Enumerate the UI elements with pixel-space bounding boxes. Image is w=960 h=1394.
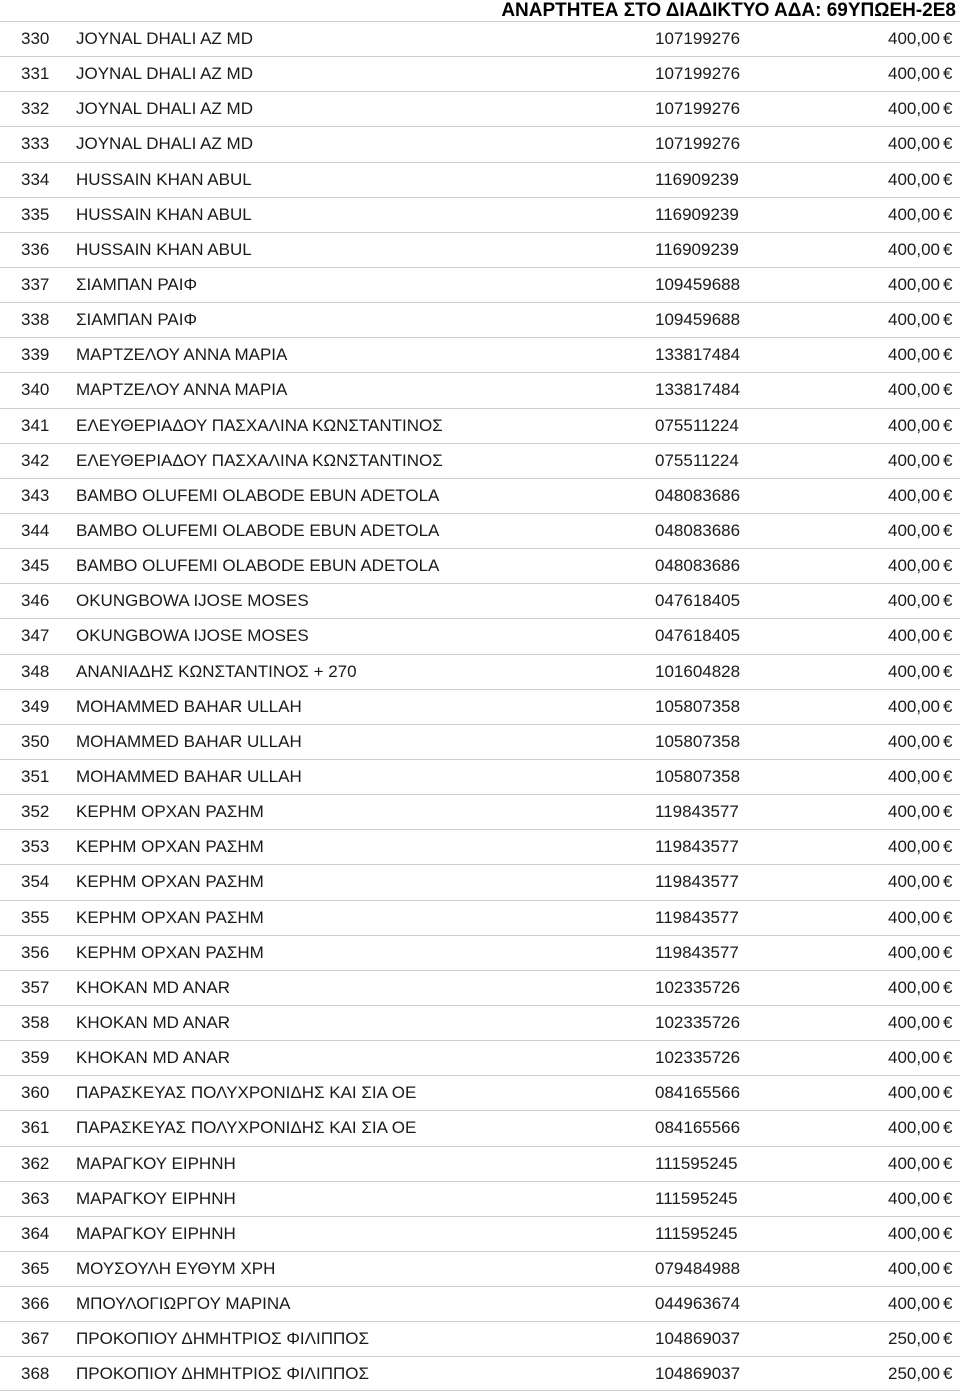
beneficiary-name: ΜΑΡΑΓΚΟΥ ΕΙΡΗΝΗ — [76, 1153, 236, 1173]
amount: 400,00 — [888, 837, 940, 857]
currency-symbol: € — [943, 520, 953, 540]
currency-symbol: € — [943, 766, 953, 786]
row-number: 351 — [21, 766, 50, 786]
tax-id: 119843577 — [655, 907, 739, 927]
row-number: 345 — [21, 556, 50, 576]
amount: 400,00 — [888, 1258, 940, 1278]
table-row — [0, 126, 960, 161]
beneficiary-name: KHOKAN MD ANAR — [76, 1048, 230, 1068]
table-row — [0, 1286, 960, 1321]
currency-symbol: € — [943, 450, 953, 470]
beneficiary-name: HUSSAIN KHAN ABUL — [76, 239, 252, 259]
currency-symbol: € — [943, 1329, 953, 1349]
row-number: 335 — [21, 204, 50, 224]
beneficiary-name: BAMBO OLUFEMI OLABODE EBUN ADETOLA — [76, 556, 440, 576]
row-number: 341 — [21, 415, 50, 435]
tax-id: 105807358 — [655, 696, 741, 716]
table-row — [0, 91, 960, 126]
amount: 400,00 — [888, 134, 940, 154]
table-row — [0, 302, 960, 337]
beneficiary-name: ΜΑΡΑΓΚΟΥ ΕΙΡΗΝΗ — [76, 1223, 236, 1243]
ada-header: ΑΝΑΡΤΗΤΕΑ ΣΤΟ ΔΙΑΔΙΚΤΥΟ ΑΔΑ: 69ΥΠΩΕΗ-2Ε8 — [501, 0, 956, 21]
tax-id: 047618405 — [655, 591, 741, 611]
table-row — [0, 618, 960, 653]
row-number: 367 — [21, 1329, 50, 1349]
amount: 400,00 — [888, 29, 940, 48]
beneficiary-name: ΚΕΡΗΜ ΟΡΧΑΝ ΡΑΣΗΜ — [76, 802, 264, 822]
currency-symbol: € — [943, 556, 953, 576]
amount: 400,00 — [888, 274, 940, 294]
amount: 400,00 — [888, 872, 940, 892]
table-row — [0, 478, 960, 513]
table-row — [0, 1146, 960, 1181]
beneficiary-name: MOHAMMED BAHAR ULLAH — [76, 731, 302, 751]
beneficiary-name: ΜΠΟΥΛΟΓΙΩΡΓΟΥ ΜΑΡΙΝΑ — [76, 1294, 291, 1314]
row-number: 361 — [21, 1118, 50, 1138]
row-number: 331 — [21, 64, 50, 84]
beneficiary-name: ΠΑΡΑΣΚΕΥΑΣ ΠΟΛΥΧΡΟΝΙΔΗΣ ΚΑΙ ΣΙΑ ΟΕ — [76, 1118, 417, 1138]
beneficiary-name: ΜΑΡΑΓΚΟΥ ΕΙΡΗΝΗ — [76, 1188, 236, 1208]
table-row — [0, 408, 960, 443]
currency-symbol: € — [943, 1364, 953, 1384]
tax-id: 102335726 — [655, 1012, 741, 1032]
table-row — [0, 900, 960, 935]
tax-id: 044963674 — [655, 1294, 741, 1314]
tax-id: 133817484 — [655, 380, 741, 400]
row-number: 360 — [21, 1083, 50, 1103]
table-row — [0, 197, 960, 232]
table-row — [0, 689, 960, 724]
beneficiary-name: ΕΛΕΥΘΕΡΙΑΔΟΥ ΠΑΣΧΑΛΙΝΑ ΚΩΝΣΤΑΝΤΙΝΟΣ — [76, 450, 443, 470]
row-number: 333 — [21, 134, 50, 154]
currency-symbol: € — [943, 274, 953, 294]
tax-id: 107199276 — [655, 29, 741, 48]
tax-id: 119843577 — [655, 837, 739, 857]
amount: 400,00 — [888, 802, 940, 822]
currency-symbol: € — [943, 591, 953, 611]
beneficiary-name: HUSSAIN KHAN ABUL — [76, 169, 252, 189]
currency-symbol: € — [943, 415, 953, 435]
currency-symbol: € — [943, 99, 953, 119]
currency-symbol: € — [943, 1223, 953, 1243]
currency-symbol: € — [943, 64, 953, 84]
table-row — [0, 513, 960, 548]
tax-id: 107199276 — [655, 64, 741, 84]
amount: 400,00 — [888, 556, 940, 576]
currency-symbol: € — [943, 1153, 953, 1173]
currency-symbol: € — [943, 661, 953, 681]
tax-id: 079484988 — [655, 1258, 741, 1278]
tax-id: 133817484 — [655, 345, 741, 365]
currency-symbol: € — [943, 696, 953, 716]
row-number: 357 — [21, 977, 50, 997]
table-row — [0, 267, 960, 302]
amount: 250,00 — [888, 1364, 940, 1384]
amount: 400,00 — [888, 380, 940, 400]
row-number: 366 — [21, 1294, 50, 1314]
tax-id: 105807358 — [655, 731, 741, 751]
amount: 400,00 — [888, 99, 940, 119]
table-row — [0, 162, 960, 197]
currency-symbol: € — [943, 626, 953, 646]
row-number: 349 — [21, 696, 50, 716]
beneficiary-name: ΣΙΑΜΠΑΝ ΡΑΙΦ — [76, 274, 198, 294]
amount: 400,00 — [888, 1294, 940, 1314]
beneficiary-name: ΠΡΟΚΟΠΙΟΥ ΔΗΜΗΤΡΙΟΣ ΦΙΛΙΠΠΟΣ — [76, 1329, 369, 1349]
amount: 400,00 — [888, 661, 940, 681]
row-number: 359 — [21, 1048, 50, 1068]
table-row — [0, 935, 960, 970]
table-row — [0, 724, 960, 759]
tax-id: 048083686 — [655, 485, 741, 505]
beneficiary-name: KHOKAN MD ANAR — [76, 977, 230, 997]
row-number: 346 — [21, 591, 50, 611]
beneficiary-name: ΣΙΑΜΠΑΝ ΡΑΙΦ — [76, 310, 198, 330]
amount: 400,00 — [888, 1012, 940, 1032]
currency-symbol: € — [943, 134, 953, 154]
tax-id: 109459688 — [655, 274, 741, 294]
tax-id: 111595245 — [655, 1188, 738, 1208]
table-row — [0, 1181, 960, 1216]
table-row — [0, 864, 960, 899]
tax-id: 119843577 — [655, 942, 739, 962]
currency-symbol: € — [943, 872, 953, 892]
table-row — [0, 1356, 960, 1391]
row-number: 338 — [21, 310, 50, 330]
row-number: 340 — [21, 380, 50, 400]
beneficiary-name: OKUNGBOWA IJOSE MOSES — [76, 591, 309, 611]
table-row — [0, 372, 960, 407]
tax-id: 119843577 — [655, 802, 739, 822]
tax-id: 116909239 — [655, 204, 739, 224]
row-number: 337 — [21, 274, 50, 294]
table-row — [0, 443, 960, 478]
beneficiary-name: ΚΕΡΗΜ ΟΡΧΑΝ ΡΑΣΗΜ — [76, 907, 264, 927]
table-row — [0, 1075, 960, 1110]
beneficiary-name: ΚΕΡΗΜ ΟΡΧΑΝ ΡΑΣΗΜ — [76, 837, 264, 857]
table-row — [0, 1321, 960, 1356]
row-number: 350 — [21, 731, 50, 751]
row-number: 358 — [21, 1012, 50, 1032]
row-number: 368 — [21, 1364, 50, 1384]
amount: 400,00 — [888, 1223, 940, 1243]
table-row — [0, 1040, 960, 1075]
tax-id: 107199276 — [655, 99, 741, 119]
tax-id: 102335726 — [655, 977, 741, 997]
tax-id: 102335726 — [655, 1048, 741, 1068]
table-row — [0, 21, 960, 56]
row-number: 365 — [21, 1258, 50, 1278]
amount: 400,00 — [888, 1153, 940, 1173]
row-number: 363 — [21, 1188, 50, 1208]
currency-symbol: € — [943, 310, 953, 330]
row-number: 339 — [21, 345, 50, 365]
tax-id: 084165566 — [655, 1118, 741, 1138]
tax-id: 109459688 — [655, 310, 741, 330]
currency-symbol: € — [943, 1294, 953, 1314]
tax-id: 101604828 — [655, 661, 741, 681]
amount: 400,00 — [888, 169, 940, 189]
tax-id: 084165566 — [655, 1083, 741, 1103]
beneficiary-name: OKUNGBOWA IJOSE MOSES — [76, 626, 309, 646]
table-row — [0, 1216, 960, 1251]
amount: 400,00 — [888, 239, 940, 259]
amount: 400,00 — [888, 450, 940, 470]
amount: 400,00 — [888, 345, 940, 365]
table-row — [0, 583, 960, 618]
currency-symbol: € — [943, 1048, 953, 1068]
currency-symbol: € — [943, 837, 953, 857]
beneficiary-name: ΕΛΕΥΘΕΡΙΑΔΟΥ ΠΑΣΧΑΛΙΝΑ ΚΩΝΣΤΑΝΤΙΝΟΣ — [76, 415, 443, 435]
beneficiary-name: BAMBO OLUFEMI OLABODE EBUN ADETOLA — [76, 485, 440, 505]
table-row — [0, 759, 960, 794]
row-number: 362 — [21, 1153, 50, 1173]
beneficiary-name: MOHAMMED BAHAR ULLAH — [76, 766, 302, 786]
amount: 400,00 — [888, 204, 940, 224]
row-number: 353 — [21, 837, 50, 857]
currency-symbol: € — [943, 977, 953, 997]
table-row — [0, 654, 960, 689]
currency-symbol: € — [943, 239, 953, 259]
row-number: 347 — [21, 626, 50, 646]
tax-id: 105807358 — [655, 766, 741, 786]
beneficiary-name: BAMBO OLUFEMI OLABODE EBUN ADETOLA — [76, 520, 440, 540]
table-row — [0, 548, 960, 583]
currency-symbol: € — [943, 1012, 953, 1032]
currency-symbol: € — [943, 802, 953, 822]
amount: 400,00 — [888, 310, 940, 330]
beneficiary-name: JOYNAL DHALI AZ MD — [76, 64, 253, 84]
tax-id: 119843577 — [655, 872, 739, 892]
amount: 400,00 — [888, 1048, 940, 1068]
currency-symbol: € — [943, 485, 953, 505]
row-number: 352 — [21, 802, 50, 822]
currency-symbol: € — [943, 1258, 953, 1278]
currency-symbol: € — [943, 204, 953, 224]
table-row — [0, 337, 960, 372]
payments-table — [0, 21, 960, 1391]
table-row — [0, 970, 960, 1005]
currency-symbol: € — [943, 345, 953, 365]
currency-symbol: € — [943, 1118, 953, 1138]
amount: 400,00 — [888, 415, 940, 435]
row-number: 356 — [21, 942, 50, 962]
tax-id: 116909239 — [655, 239, 739, 259]
beneficiary-name: JOYNAL DHALI AZ MD — [76, 29, 253, 48]
beneficiary-name: JOYNAL DHALI AZ MD — [76, 99, 253, 119]
amount: 400,00 — [888, 731, 940, 751]
amount: 400,00 — [888, 907, 940, 927]
beneficiary-name: HUSSAIN KHAN ABUL — [76, 204, 252, 224]
row-number: 332 — [21, 99, 50, 119]
beneficiary-name: ΠΡΟΚΟΠΙΟΥ ΔΗΜΗΤΡΙΟΣ ΦΙΛΙΠΠΟΣ — [76, 1364, 369, 1384]
row-number: 342 — [21, 450, 50, 470]
amount: 250,00 — [888, 1329, 940, 1349]
amount: 400,00 — [888, 520, 940, 540]
amount: 400,00 — [888, 942, 940, 962]
beneficiary-name: ΜΑΡΤΖΕΛΟΥ ΑΝΝΑ ΜΑΡΙΑ — [76, 345, 288, 365]
tax-id: 111595245 — [655, 1153, 738, 1173]
beneficiary-name: ΠΑΡΑΣΚΕΥΑΣ ΠΟΛΥΧΡΟΝΙΔΗΣ ΚΑΙ ΣΙΑ ΟΕ — [76, 1083, 417, 1103]
amount: 400,00 — [888, 1188, 940, 1208]
beneficiary-name: ΚΕΡΗΜ ΟΡΧΑΝ ΡΑΣΗΜ — [76, 872, 264, 892]
table-row — [0, 1110, 960, 1145]
row-number: 364 — [21, 1223, 50, 1243]
table-row — [0, 794, 960, 829]
beneficiary-name: ΜΑΡΤΖΕΛΟΥ ΑΝΝΑ ΜΑΡΙΑ — [76, 380, 288, 400]
beneficiary-name: KHOKAN MD ANAR — [76, 1012, 230, 1032]
table-row — [0, 232, 960, 267]
table-row — [0, 829, 960, 864]
tax-id: 104869037 — [655, 1329, 741, 1349]
row-number: 343 — [21, 485, 50, 505]
beneficiary-name: MOHAMMED BAHAR ULLAH — [76, 696, 302, 716]
beneficiary-name: ΚΕΡΗΜ ΟΡΧΑΝ ΡΑΣΗΜ — [76, 942, 264, 962]
currency-symbol: € — [943, 942, 953, 962]
amount: 400,00 — [888, 977, 940, 997]
row-number: 334 — [21, 169, 50, 189]
beneficiary-name: JOYNAL DHALI AZ MD — [76, 134, 253, 154]
table-row — [0, 1005, 960, 1040]
tax-id: 107199276 — [655, 134, 741, 154]
amount: 400,00 — [888, 1118, 940, 1138]
currency-symbol: € — [943, 1188, 953, 1208]
row-number: 348 — [21, 661, 50, 681]
tax-id: 075511224 — [655, 415, 739, 435]
amount: 400,00 — [888, 626, 940, 646]
row-number: 355 — [21, 907, 50, 927]
beneficiary-name: ΜΟΥΣΟΥΛΗ ΕΥΘΥΜ ΧΡΗ — [76, 1258, 276, 1278]
amount: 400,00 — [888, 1083, 940, 1103]
currency-symbol: € — [943, 380, 953, 400]
currency-symbol: € — [943, 1083, 953, 1103]
beneficiary-name: ΑΝΑΝΙΑΔΗΣ ΚΩΝΣΤΑΝΤΙΝΟΣ + 270 — [76, 661, 357, 681]
row-number: 354 — [21, 872, 50, 892]
amount: 400,00 — [888, 485, 940, 505]
tax-id: 048083686 — [655, 556, 741, 576]
row-number: 330 — [21, 29, 50, 48]
currency-symbol: € — [943, 169, 953, 189]
currency-symbol: € — [943, 29, 953, 48]
amount: 400,00 — [888, 766, 940, 786]
tax-id: 104869037 — [655, 1364, 741, 1384]
table-row — [0, 56, 960, 91]
tax-id: 047618405 — [655, 626, 741, 646]
amount: 400,00 — [888, 64, 940, 84]
tax-id: 075511224 — [655, 450, 739, 470]
tax-id: 116909239 — [655, 169, 739, 189]
currency-symbol: € — [943, 907, 953, 927]
currency-symbol: € — [943, 731, 953, 751]
amount: 400,00 — [888, 696, 940, 716]
amount: 400,00 — [888, 591, 940, 611]
tax-id: 111595245 — [655, 1223, 738, 1243]
table-row — [0, 1251, 960, 1286]
tax-id: 048083686 — [655, 520, 741, 540]
row-number: 344 — [21, 520, 50, 540]
row-number: 336 — [21, 239, 50, 259]
